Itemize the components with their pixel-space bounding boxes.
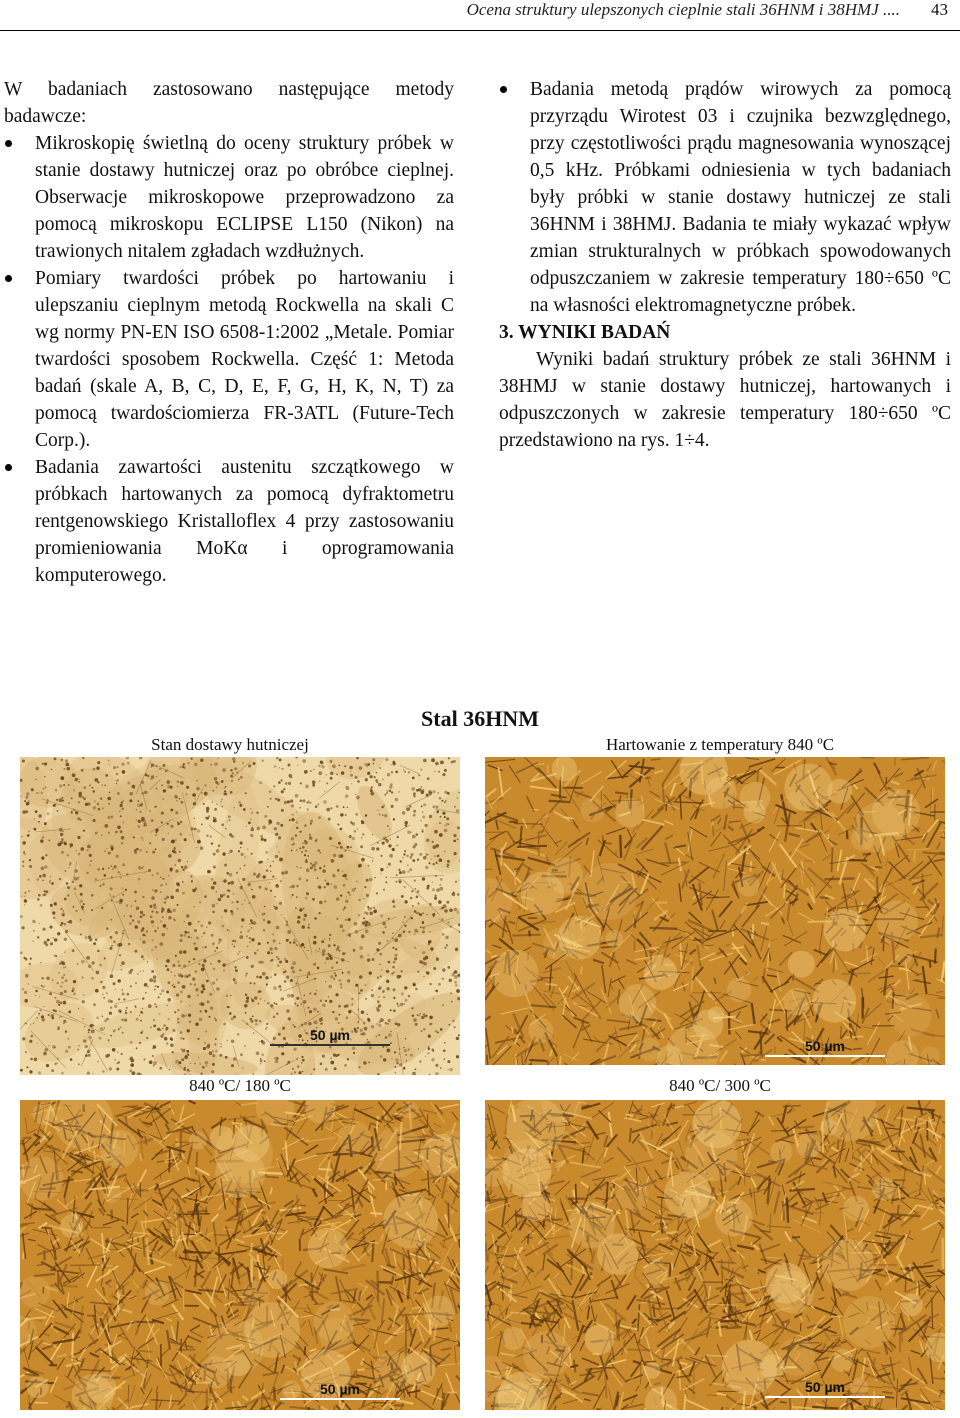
header-rule bbox=[0, 30, 960, 31]
figure-title: Stal 36HNM bbox=[421, 706, 539, 731]
scale-bar-3: 50 µm bbox=[280, 1381, 400, 1400]
section-paragraph: Wyniki badań struktury próbek ze stali 36HNM i 38HMJ w stanie dostawy hutniczej, hartowanych i odpuszczonych w zakresie temperatury 180÷650 ºC przedstawiono na rys. 1÷4. bbox=[499, 349, 951, 451]
methods-list bbox=[4, 130, 454, 589]
bullet-icon bbox=[5, 464, 12, 471]
scale-bar-2: 50 µm bbox=[765, 1038, 885, 1057]
panel-caption-1: Stan dostawy hutniczej bbox=[151, 735, 309, 754]
micrograph-delivery-state bbox=[20, 757, 460, 1075]
page-header bbox=[0, 0, 960, 34]
methods-list-continued bbox=[499, 76, 951, 319]
right-column bbox=[499, 76, 951, 454]
running-title: Ocena struktury ulepszonych cieplnie stali 36HNM i 38HMJ .... bbox=[466, 0, 900, 19]
bullet-icon bbox=[500, 86, 507, 93]
panel-caption-3: 840 ºC/ 180 ºC bbox=[189, 1076, 291, 1095]
method-item: Mikroskopię świetlną do oceny struktury próbek w stanie dostawy hutniczej oraz po obróbce cieplnej. Obserwacje mikroskopowe przeprowadzono za pomocą mikroskopu ECLIPSE L150 (Nikon) na trawionych nitalem zgładach wzdłużnych. bbox=[4, 130, 454, 265]
bullet-icon bbox=[5, 275, 12, 282]
section-heading: 3. WYNIKI BADAŃ bbox=[499, 322, 671, 343]
scale-bar-4: 50 µm bbox=[765, 1379, 885, 1398]
micrograph-quenched-840 bbox=[485, 757, 945, 1065]
method-item: Pomiary twardości próbek po hartowaniu i ulepszaniu cieplnym metodą Rockwella na skali C wg normy PN-EN ISO 6508-1:2002 „Metale. Pomiar twardości sposobem Rockwella. Część 1: Metoda badań (skale A, B, C, D, E, F, G, H, K, N, T) za pomocą twardościomierza FR-3ATL (Future-Tech Corp.). bbox=[4, 265, 454, 454]
micrograph-840-300 bbox=[485, 1100, 945, 1410]
left-column bbox=[4, 76, 454, 589]
scale-bar-1: 50 µm bbox=[270, 1027, 390, 1046]
bullet-icon bbox=[5, 140, 12, 147]
method-item: Badania zawartości austenitu szczątkowego w próbkach hartowanych za pomocą dyfraktometru rentgenowskiego Kristalloflex 4 przy zastosowaniu promieniowania MoKα i oprogramowania komputerowego. bbox=[4, 454, 454, 589]
page-number: 43 bbox=[931, 0, 948, 19]
method-item: Badania metodą prądów wirowych za pomocą przyrządu Wirotest 03 i czujnika bezwzględnego, przy częstotliwości prądu magnesowania wynoszącej 0,5 kHz. Próbkami odniesienia w tych badaniach były próbki w stanie dostawy hutniczej ze stali 36HNM i 38HMJ. Badania te miały wykazać wpływ zmian strukturalnych w próbkach spowodowanych odpuszczaniem w zakresie temperatury 180÷650 ºC na własności elektromagnetyczne próbek. bbox=[499, 76, 951, 319]
panel-caption-4: 840 ºC/ 300 ºC bbox=[669, 1076, 771, 1095]
panel-caption-2: Hartowanie z temperatury 840 ºC bbox=[605, 735, 835, 754]
methods-intro: W badaniach zastosowano następujące metody badawcze: bbox=[4, 79, 454, 127]
micrograph-840-180 bbox=[20, 1100, 460, 1410]
